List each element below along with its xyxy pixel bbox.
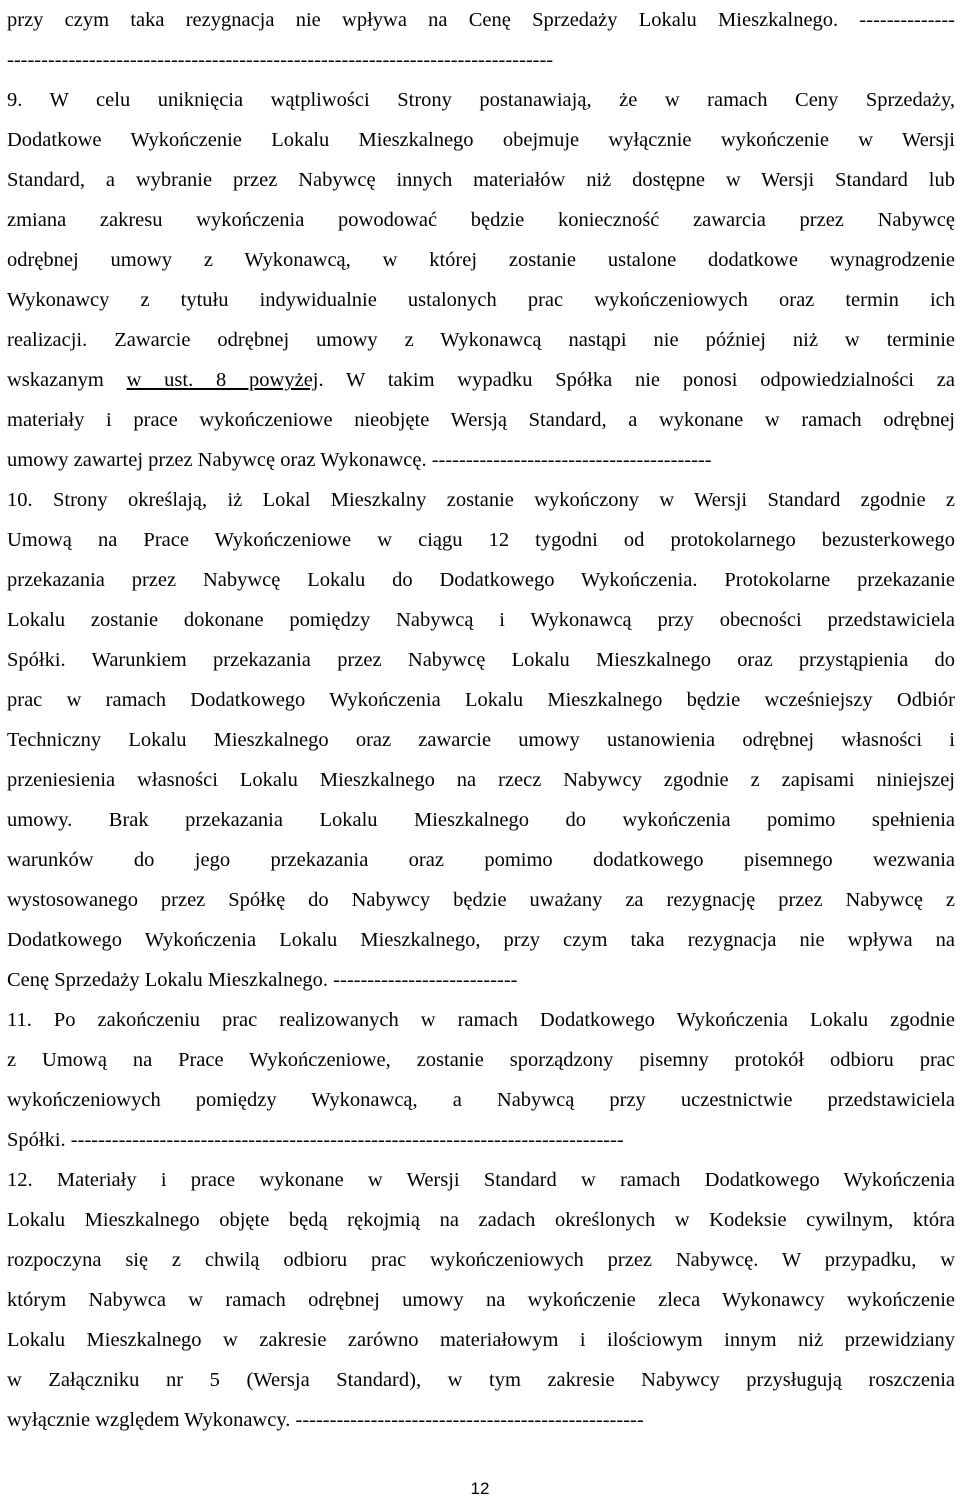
text-line: przy czym taka rezygnacja nie wpływa na Cenę Sprzedaży Lokalu Mieszkalnego. -------------- [7,9,955,31]
text-line: 11. Po zakończeniu prac realizowanych w ramach Dodatkowego Wykończenia Lokalu zgodnie [7,1009,955,1031]
text-line: Lokalu Mieszkalnego w zakresie zarówno materiałowym i ilościowym innym niż przewidziany [7,1329,955,1351]
text-line: przekazania przez Nabywcę Lokalu do Dodatkowego Wykończenia. Protokolarne przekazanie [7,569,955,591]
text-line: materiały i prace wykończeniowe nieobjęte Wersją Standard, a wykonane w ramach odrębnej [7,409,955,431]
text-line: Cenę Sprzedaży Lokalu Mieszkalnego. --------------------------- [7,969,518,991]
document-body [7,0,955,1440]
text-line: -------------------------------------------------------------------------------- [7,49,554,71]
text-line: Dodatkowego Wykończenia Lokalu Mieszkalnego, przy czym taka rezygnacja nie wpływa na [7,929,955,951]
text-line: przeniesienia własności Lokalu Mieszkalnego na rzecz Nabywcy zgodnie z zapisami niniejszej [7,769,955,791]
text-line: Spółki. --------------------------------------------------------------------------------- [7,1129,624,1151]
text-line: prac w ramach Dodatkowego Wykończenia Lokalu Mieszkalnego będzie wcześniejszy Odbiór [7,689,955,711]
page-number: 12 [470,1479,490,1498]
text-segment: . W takim wypadku Spółka nie ponosi odpowiedzialności za [318,369,955,391]
text-line: Techniczny Lokalu Mieszkalnego oraz zawarcie umowy ustanowienia odrębnej własności i [7,729,955,751]
text-line: wykończeniowych pomiędzy Wykonawcą, a Nabywcą przy uczestnictwie przedstawiciela [7,1089,955,1111]
text-line: Dodatkowe Wykończenie Lokalu Mieszkalnego obejmuje wyłącznie wykończenie w Wersji [7,129,955,151]
text-segment: wskazanym [7,369,127,391]
text-line: wystosowanego przez Spółkę do Nabywcy będzie uważany za rezygnację przez Nabywcę z [7,889,955,911]
text-line: Lokalu zostanie dokonane pomiędzy Nabywcą i Wykonawcą przy obecności przedstawiciela [7,609,955,631]
text-line: 12. Materiały i prace wykonane w Wersji Standard w ramach Dodatkowego Wykończenia [7,1169,955,1191]
text-line: z Umową na Prace Wykończeniowe, zostanie sporządzony pisemny protokół odbioru prac [7,1049,955,1071]
text-line: Umową na Prace Wykończeniowe w ciągu 12 tygodni od protokolarnego bezusterkowego [7,529,955,551]
text-line: wyłącznie względem Wykonawcy. --------------------------------------------------- [7,1409,644,1431]
text-line: Standard, a wybranie przez Nabywcę innych materiałów niż dostępne w Wersji Standard lub [7,169,955,191]
text-line: odrębnej umowy z Wykonawcą, w której zostanie ustalone dodatkowe wynagrodzenie [7,249,955,271]
text-line: umowy zawartej przez Nabywcę oraz Wykonawcę. ----------------------------------------- [7,449,712,471]
text-line: Lokalu Mieszkalnego objęte będą rękojmią na zadach określonych w Kodeksie cywilnym, która [7,1209,955,1231]
text-line: zmiana zakresu wykończenia powodować będzie konieczność zawarcia przez Nabywcę [7,209,955,231]
text-line: warunków do jego przekazania oraz pomimo dodatkowego pisemnego wezwania [7,849,955,871]
text-line: Spółki. Warunkiem przekazania przez Nabywcę Lokalu Mieszkalnego oraz przystąpienia do [7,649,955,671]
text-line: w Załączniku nr 5 (Wersja Standard), w tym zakresie Nabywcy przysługują roszczenia [7,1369,955,1391]
section-reference-link: w ust. 8 powyżej [126,369,319,391]
text-line: rozpoczyna się z chwilą odbioru prac wykończeniowych przez Nabywcę. W przypadku, w [7,1249,955,1271]
text-line: 10. Strony określają, iż Lokal Mieszkalny zostanie wykończony w Wersji Standard zgodnie z [7,489,955,511]
text-line-with-reference [7,360,955,400]
text-line: Wykonawcy z tytułu indywidualnie ustalonych prac wykończeniowych oraz termin ich [7,289,955,311]
text-line: umowy. Brak przekazania Lokalu Mieszkalnego do wykończenia pomimo spełnienia [7,809,955,831]
text-line: realizacji. Zawarcie odrębnej umowy z Wykonawcą nastąpi nie później niż w terminie [7,329,955,351]
text-line: 9. W celu uniknięcia wątpliwości Strony postanawiają, że w ramach Ceny Sprzedaży, [7,89,955,111]
text-line: którym Nabywca w ramach odrębnej umowy na wykończenie zleca Wykonawcy wykończenie [7,1289,955,1311]
